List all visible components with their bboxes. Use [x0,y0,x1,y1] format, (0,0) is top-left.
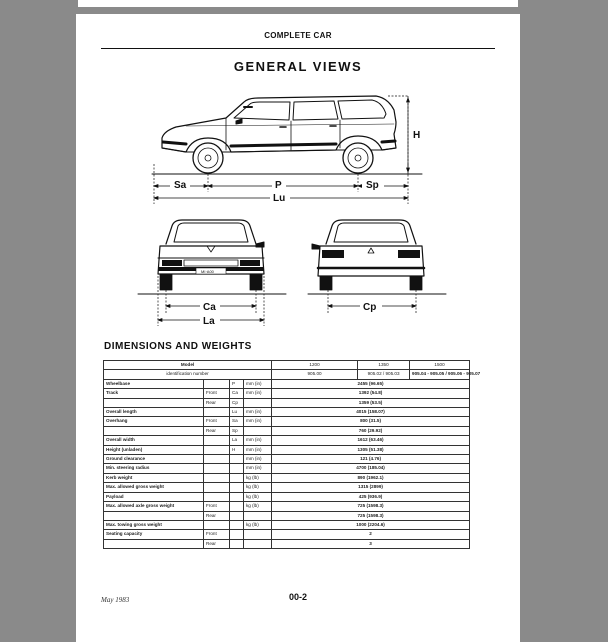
row-value: 1612 (63.46) [272,436,470,445]
table-row [104,492,470,501]
table-row [104,398,470,407]
row-label: Overhang [104,417,204,426]
row-sym: Sp [230,426,244,435]
row-sub: Rear [204,511,230,520]
row-label: Max. allowed gross weight [104,483,204,492]
row-sub: Front [204,502,230,511]
rear-view-car [308,220,446,294]
row-sym [230,530,244,539]
table-row [104,455,470,464]
row-sym: P [230,379,244,388]
table-row [104,417,470,426]
row-value: 725 (1598.3) [272,502,470,511]
table-row [104,520,470,529]
row-label: Height (unladen) [104,445,204,454]
row-sub [204,473,230,482]
row-sym: Lu [230,408,244,417]
id-1200: 905.00 [272,370,358,379]
row-sub [204,464,230,473]
row-unit [244,511,272,520]
row-label [104,539,204,548]
row-value: 725 (1598.3) [272,511,470,520]
row-unit: mm (in) [244,389,272,398]
row-sub: Rear [204,426,230,435]
row-sub [204,408,230,417]
table-row [104,464,470,473]
row-label [104,426,204,435]
page-header: COMPLETE CAR [264,31,332,40]
label-p: P [275,180,282,191]
table-row [104,445,470,454]
row-sym [230,483,244,492]
row-sub [204,520,230,529]
table-row [104,389,470,398]
row-sub: Rear [204,539,230,548]
row-sym [230,539,244,548]
row-sub [204,492,230,501]
row-unit: kg (lb) [244,473,272,482]
previous-page-edge [78,0,518,7]
row-sym: Ca [230,389,244,398]
row-unit [244,539,272,548]
page-title: GENERAL VIEWS [233,59,363,74]
label-ca: Ca [203,302,216,313]
row-sym [230,511,244,520]
row-sub: Front [204,530,230,539]
row-unit [244,426,272,435]
row-label: Payload [104,492,204,501]
table-row [104,539,470,548]
model-1200: 1200 [272,361,358,370]
row-value: 800 (31.5) [272,417,470,426]
section-title: DIMENSIONS AND WEIGHTS [104,341,252,352]
row-value: 3 [272,539,470,548]
table-row [104,426,470,435]
id-1500: 905.04 - 905.05 / 905.06 - 905.07 [410,370,470,379]
row-sub [204,455,230,464]
front-license-plate: MI·A00 [201,269,214,274]
row-sym: La [230,436,244,445]
row-unit: kg (lb) [244,492,272,501]
row-sub: Front [204,389,230,398]
id-1350: 905.02 / 905.03 [358,370,410,379]
label-la: La [203,316,215,327]
row-unit: mm (in) [244,445,272,454]
table-row [104,473,470,482]
row-sym: Sa [230,417,244,426]
row-label: Wheelbase [104,379,204,388]
table-row [104,436,470,445]
table-row [104,483,470,492]
row-unit: mm (in) [244,455,272,464]
row-unit: mm (in) [244,436,272,445]
row-label: Overall length [104,408,204,417]
row-label: Min. steering radius [104,464,204,473]
label-sa: Sa [174,180,187,191]
row-label: Track [104,389,204,398]
row-unit: mm (in) [244,379,272,388]
label-lu: Lu [273,193,286,204]
row-label: Max. towing gross weight [104,520,204,529]
row-value: 760 (29.92) [272,426,470,435]
model-1350: 1350 [358,361,410,370]
table-row [104,511,470,520]
model-label: Model [104,361,272,370]
row-label [104,511,204,520]
row-label: Overall width [104,436,204,445]
row-sym [230,502,244,511]
row-value: 1000 (2204.6) [272,520,470,529]
front-view-car [138,220,286,294]
table-id-row [104,370,470,379]
row-value: 2 [272,530,470,539]
row-unit [244,398,272,407]
row-sym [230,473,244,482]
row-value: 890 (1962.1) [272,473,470,482]
label-h: H [413,130,421,141]
table-row [104,530,470,539]
table-row [104,502,470,511]
row-unit [244,530,272,539]
side-view-car [152,96,422,174]
row-unit: kg (lb) [244,502,272,511]
row-sym [230,492,244,501]
row-unit: kg (lb) [244,520,272,529]
row-value: 4015 (158.07) [272,408,470,417]
row-sym: Cp [230,398,244,407]
model-1500: 1500 [410,361,470,370]
id-label: identification number [104,370,272,379]
row-sym [230,455,244,464]
row-sub [204,483,230,492]
row-value: 1392 (54.8) [272,389,470,398]
row-value: 1359 (53.5) [272,398,470,407]
row-sym [230,520,244,529]
row-sub [204,445,230,454]
row-sub [204,436,230,445]
row-value: 425 (936.9) [272,492,470,501]
table-row [104,379,470,388]
row-sym [230,464,244,473]
row-label: Kerb weight [104,473,204,482]
row-unit: mm (in) [244,408,272,417]
row-unit: mm (in) [244,464,272,473]
row-label: Seating capacity [104,530,204,539]
row-sub: Rear [204,398,230,407]
row-sym: H [230,445,244,454]
row-sub: Front [204,417,230,426]
footer-date: May 1983 [101,596,130,604]
row-value: 4700 (185.04) [272,464,470,473]
page-number: 00-2 [288,592,307,602]
table-row [104,408,470,417]
row-label: Ground clearance [104,455,204,464]
row-label [104,398,204,407]
table-header-row [104,361,470,370]
car-drawings [76,14,520,344]
row-value: 1315 (2899) [272,483,470,492]
row-unit: mm (in) [244,417,272,426]
row-value: 121 (4.76) [272,455,470,464]
dimensions-table [103,360,481,549]
manual-page [76,14,520,642]
row-unit: kg (lb) [244,483,272,492]
row-label: Max. allowed axle gross weight [104,502,204,511]
label-sp: Sp [366,180,379,191]
row-sub [204,379,230,388]
row-value: 2455 (96.65) [272,379,470,388]
row-value: 1305 (51.38) [272,445,470,454]
label-cp: Cp [363,302,377,313]
